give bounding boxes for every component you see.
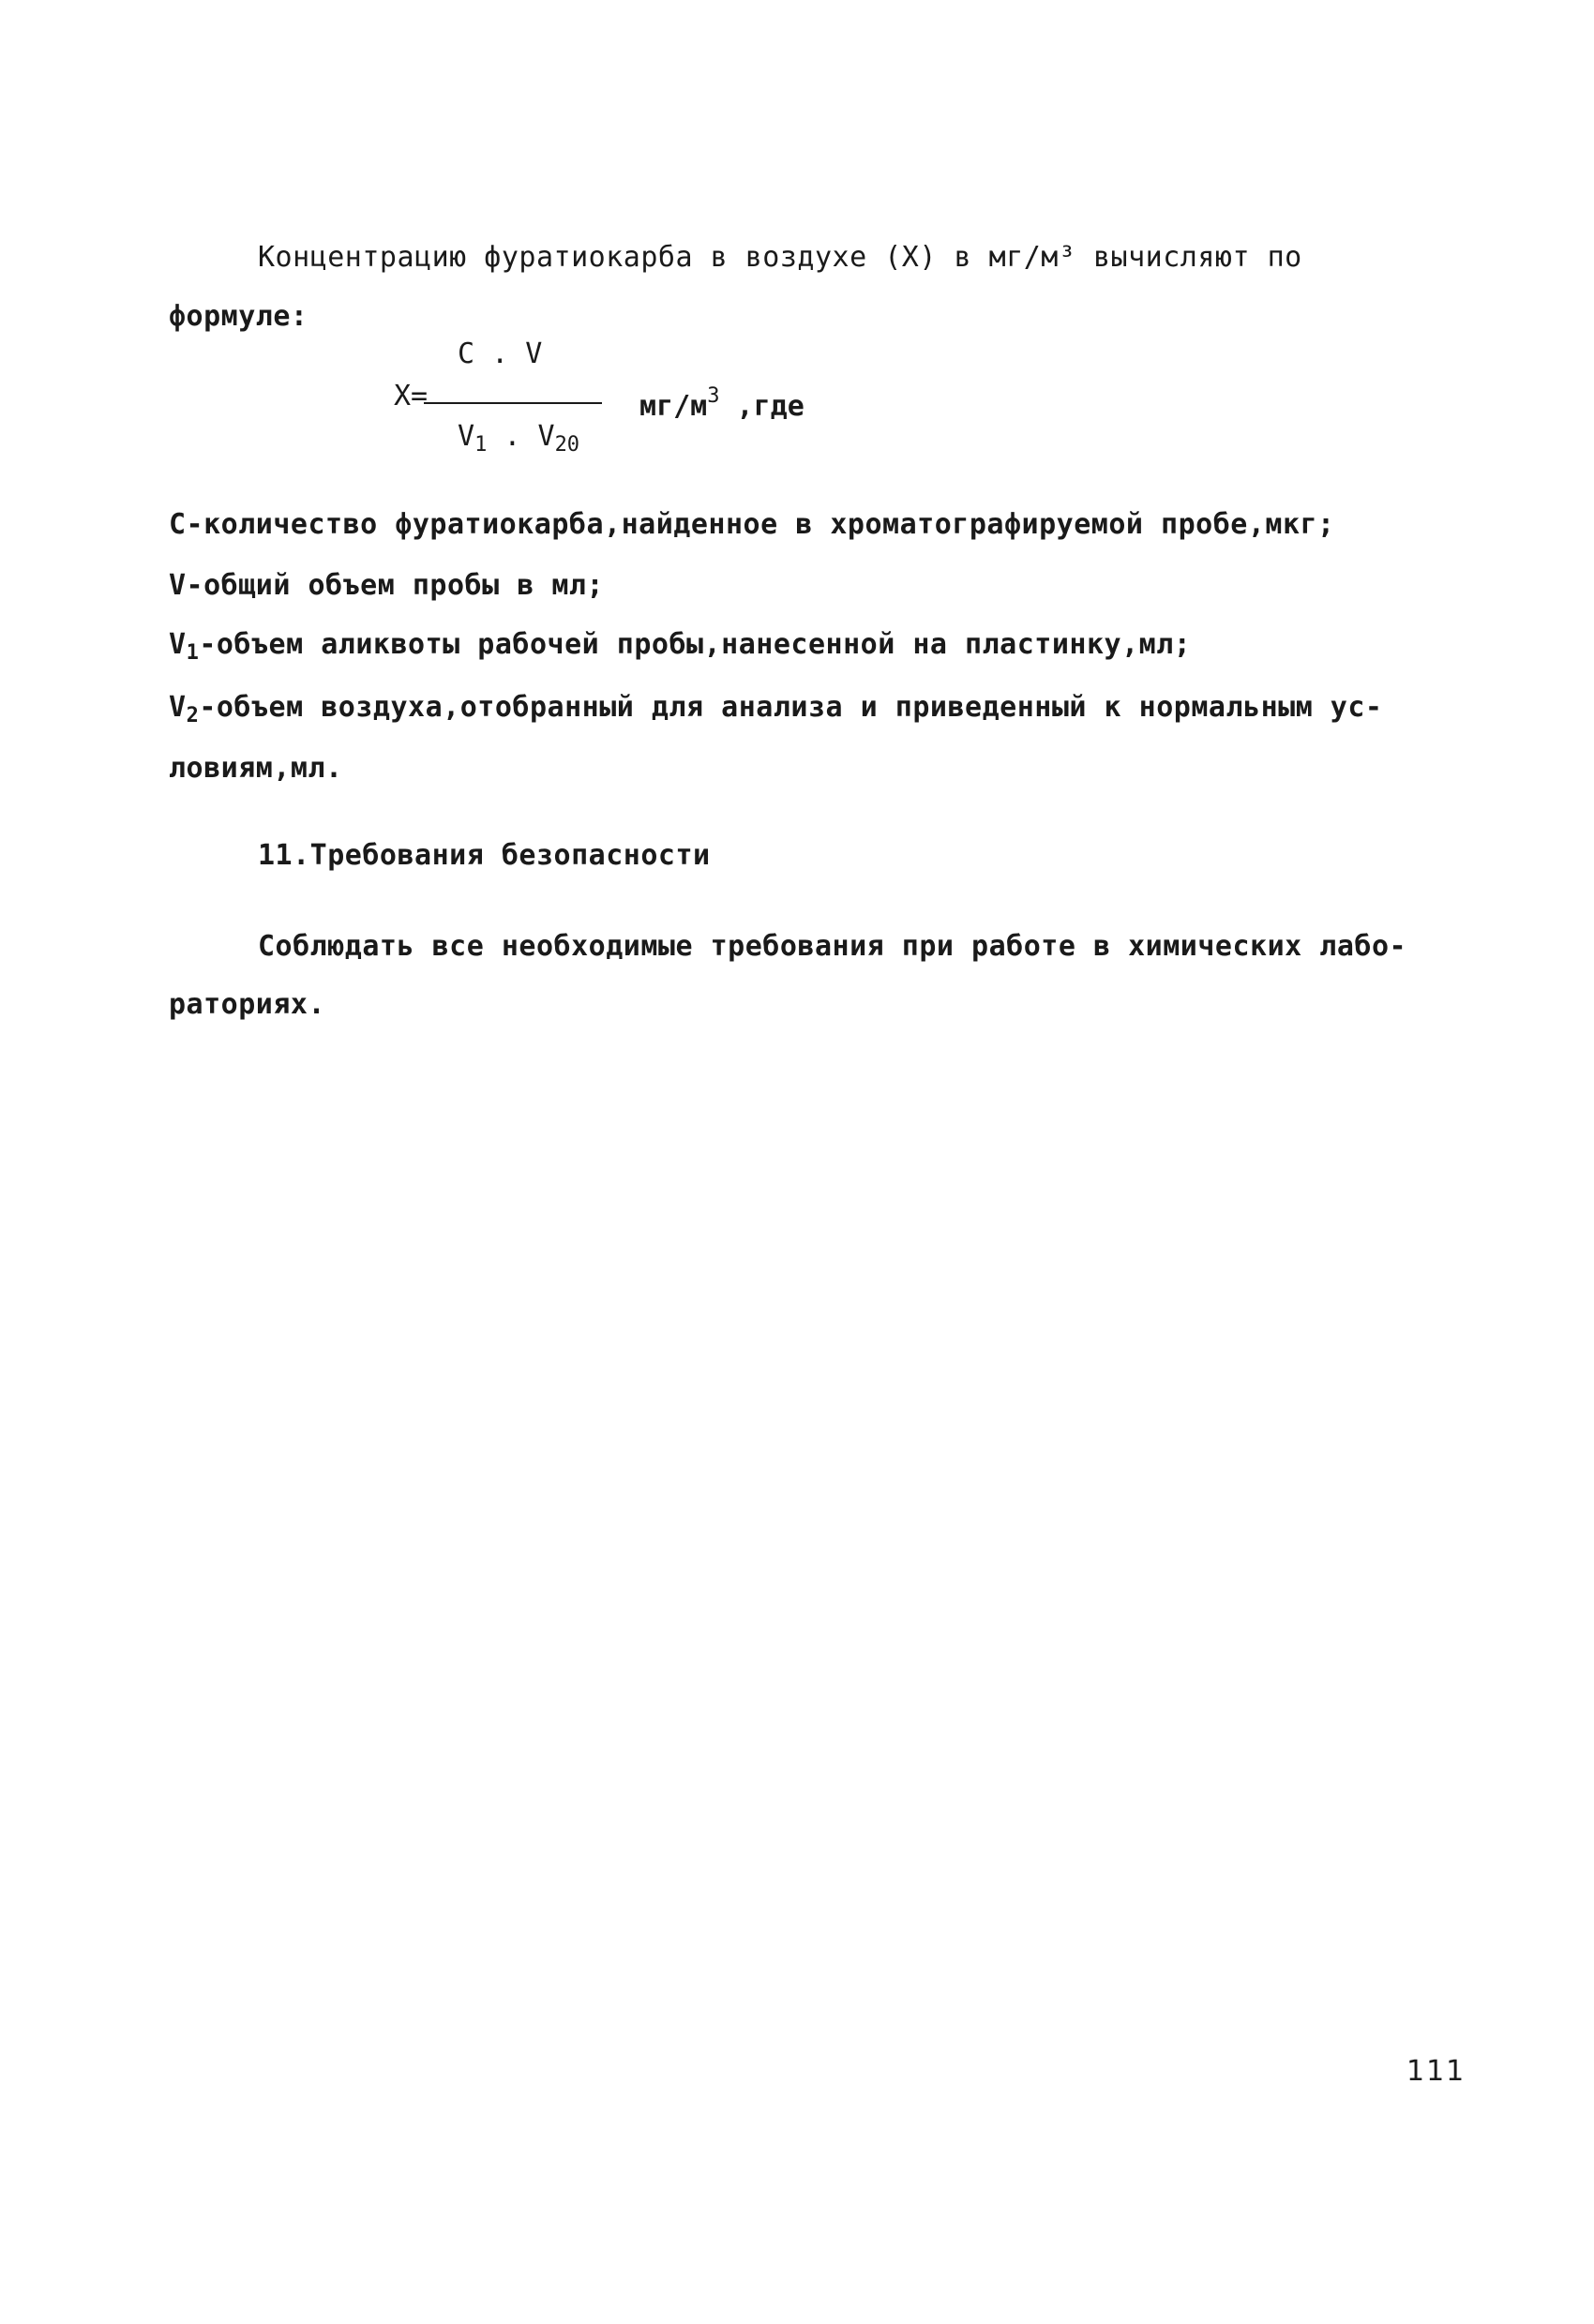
formula-lhs: X= (394, 380, 429, 412)
definition-c: С-количество фуратиокарба,найденное в хроматографируемой пробе,мкг; (169, 508, 1335, 541)
fraction-bar (424, 402, 602, 404)
concentration-formula (394, 336, 956, 476)
intro-line-2: формуле: (169, 300, 308, 333)
formula-unit: $мг/м^3$ ,где (639, 384, 805, 423)
section-body-line-2: раториях. (169, 988, 326, 1021)
section-body-line-1: Соблюдать все необходимые требования при работе в химических лабо- (258, 930, 1407, 963)
formula-denominator: $V_1$ . $V_{20}$ (458, 420, 580, 457)
definition-v2: $V_2$-объем воздуха,отобранный для анализа и приведенный к нормальным ус- (169, 691, 1383, 727)
definition-v: V-общий объем пробы в мл; (169, 569, 605, 602)
page-number: 111 (1406, 2055, 1466, 2088)
section-heading: 11.Требования безопасности (258, 839, 711, 872)
intro-line-1: Концентрацию фуратиокарба в воздухе (X) в мг/м³ вычисляют по (258, 241, 1302, 274)
definition-v2-continued: ловиям,мл. (169, 752, 343, 785)
definition-v1: $V_1$-объем аликвоты рабочей пробы,нанесенной на пластинку,мл; (169, 628, 1192, 665)
formula-numerator: C . V (458, 337, 543, 370)
